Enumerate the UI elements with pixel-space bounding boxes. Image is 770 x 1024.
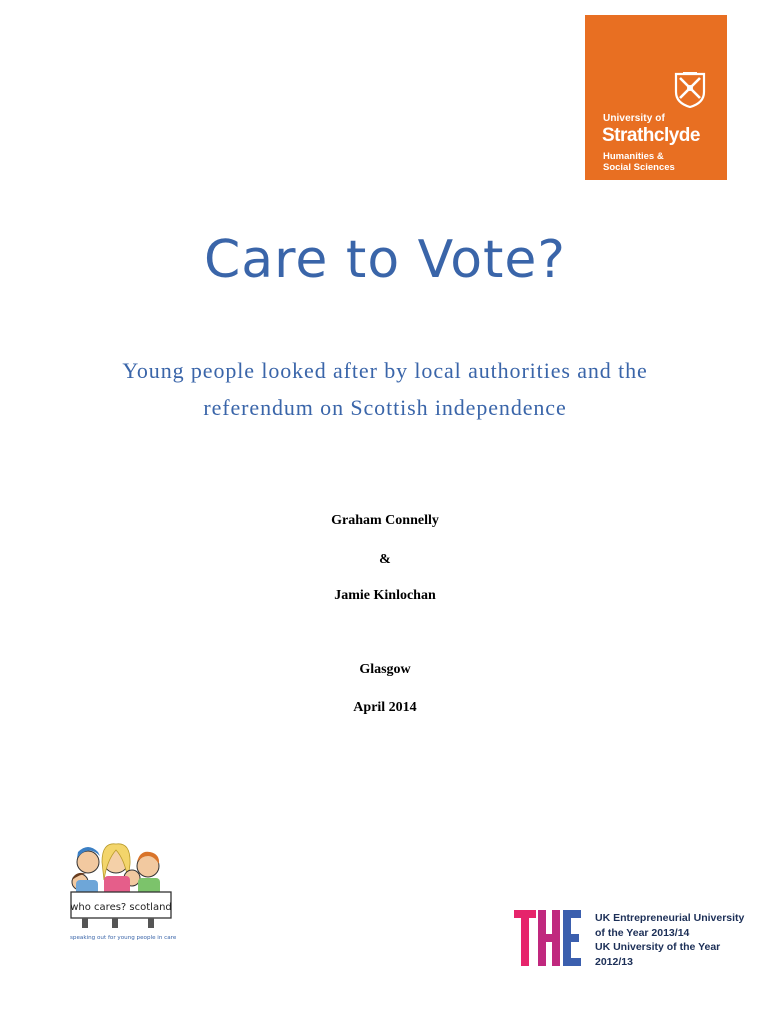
the-award-line2: of the Year 2013/14 — [595, 926, 690, 939]
who-cares-banner-text: who cares? scotland — [70, 902, 172, 913]
the-award-logo — [514, 910, 754, 970]
subtitle-line2: referendum on Scottish independence — [203, 395, 567, 420]
the-award-line4: 2012/13 — [595, 955, 633, 968]
who-cares-scotland-logo — [68, 840, 176, 944]
author-1: Graham Connelly — [331, 513, 439, 528]
author-separator: & — [379, 552, 391, 567]
strathclyde-logo-faculty-line1: Humanities & — [603, 151, 664, 162]
document-subtitle — [80, 352, 690, 426]
the-award-line1: UK Entrepreneurial University — [595, 912, 745, 924]
strathclyde-logo — [585, 15, 727, 180]
the-award-line3: UK University of the Year — [595, 941, 721, 953]
document-title: Care to Vote? — [204, 230, 566, 290]
publication-date: April 2014 — [353, 700, 417, 715]
strathclyde-logo-faculty — [603, 151, 675, 173]
strathclyde-logo-line1: University of — [603, 113, 665, 124]
the-award-text — [595, 911, 744, 969]
subtitle-line1: Young people looked after by local authorities and the — [122, 358, 648, 383]
author-2: Jamie Kinlochan — [334, 588, 436, 603]
the-mark-icon — [514, 910, 582, 968]
publication-place: Glasgow — [359, 662, 411, 677]
strathclyde-logo-name: Strathclyde — [602, 125, 700, 146]
who-cares-scotland-illustration-icon — [68, 840, 176, 944]
strathclyde-crest-icon — [673, 72, 707, 108]
who-cares-tagline: speaking out for young people in care — [70, 935, 176, 941]
strathclyde-logo-faculty-line2: Social Sciences — [603, 162, 675, 173]
